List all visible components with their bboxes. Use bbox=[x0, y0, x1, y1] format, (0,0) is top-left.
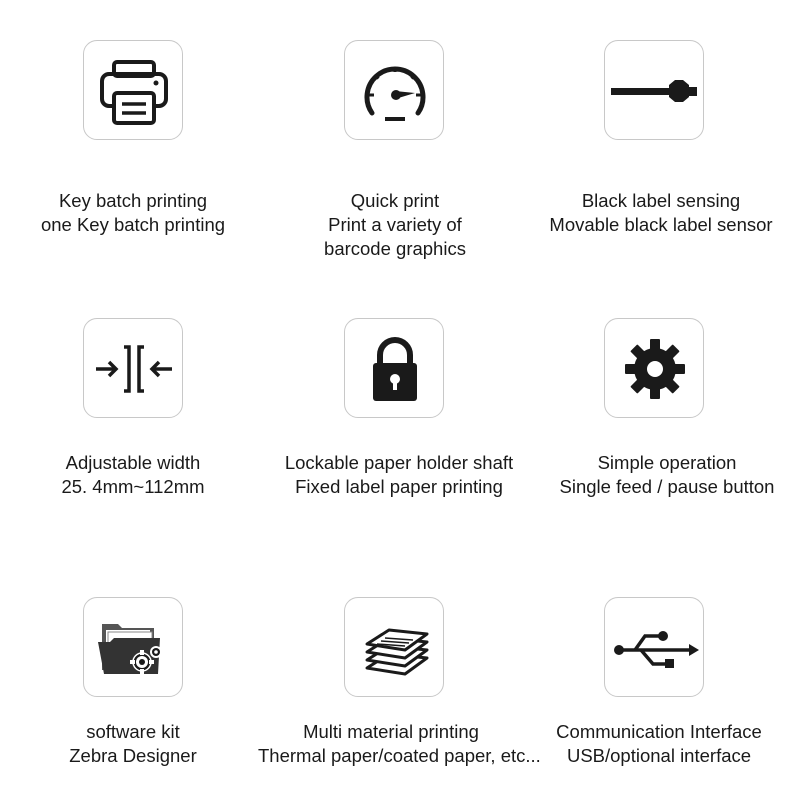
caption-line: Quick print bbox=[350, 190, 440, 211]
speedometer-icon bbox=[344, 40, 444, 140]
caption-line: 25. 4mm~112mm bbox=[61, 476, 205, 497]
feature-communication-interface bbox=[526, 540, 792, 800]
feature-multi-material bbox=[258, 540, 541, 800]
caption-line: Lockable paper holder shaft bbox=[284, 452, 514, 473]
feature-caption bbox=[0, 720, 266, 768]
feature-caption bbox=[534, 451, 800, 499]
feature-caption bbox=[0, 451, 266, 499]
caption-line: USB/optional interface bbox=[566, 745, 752, 766]
sensor-icon bbox=[604, 40, 704, 140]
caption-line: Movable black label sensor bbox=[549, 214, 773, 235]
caption-line: barcode graphics bbox=[324, 238, 466, 259]
caption-line: Fixed label paper printing bbox=[295, 476, 503, 497]
feature-caption bbox=[528, 189, 794, 237]
caption-line: Zebra Designer bbox=[69, 745, 197, 766]
width-adjust-icon bbox=[83, 318, 183, 418]
caption-line: one Key batch printing bbox=[40, 214, 226, 235]
usb-icon bbox=[604, 597, 704, 697]
feature-adjustable-width bbox=[0, 270, 266, 540]
paper-stack-icon bbox=[344, 597, 444, 697]
feature-quick-print bbox=[262, 0, 528, 270]
caption-line: software kit bbox=[86, 721, 180, 742]
feature-caption bbox=[0, 189, 266, 237]
caption-line: Single feed / pause button bbox=[559, 476, 775, 497]
feature-software-kit bbox=[0, 540, 266, 800]
caption-line: Key batch printing bbox=[58, 190, 208, 211]
feature-key-batch-printing bbox=[0, 0, 266, 270]
lock-icon bbox=[344, 318, 444, 418]
feature-lockable-shaft bbox=[266, 270, 532, 540]
folder-gear-icon bbox=[83, 597, 183, 697]
printer-icon bbox=[83, 40, 183, 140]
feature-black-label-sensing bbox=[528, 0, 794, 270]
caption-line: Print a variety of bbox=[328, 214, 462, 235]
feature-simple-operation bbox=[534, 270, 800, 540]
feature-caption bbox=[266, 451, 532, 499]
caption-line: Communication Interface bbox=[556, 721, 762, 742]
caption-line: Thermal paper/coated paper, etc... bbox=[258, 745, 541, 766]
caption-line: Multi material printing bbox=[303, 721, 479, 742]
caption-line: Simple operation bbox=[597, 452, 737, 473]
feature-caption bbox=[262, 189, 528, 261]
caption-line: Black label sensing bbox=[581, 190, 741, 211]
feature-caption bbox=[258, 720, 541, 768]
feature-caption bbox=[526, 720, 792, 768]
caption-line: Adjustable width bbox=[65, 452, 201, 473]
gear-icon bbox=[604, 318, 704, 418]
